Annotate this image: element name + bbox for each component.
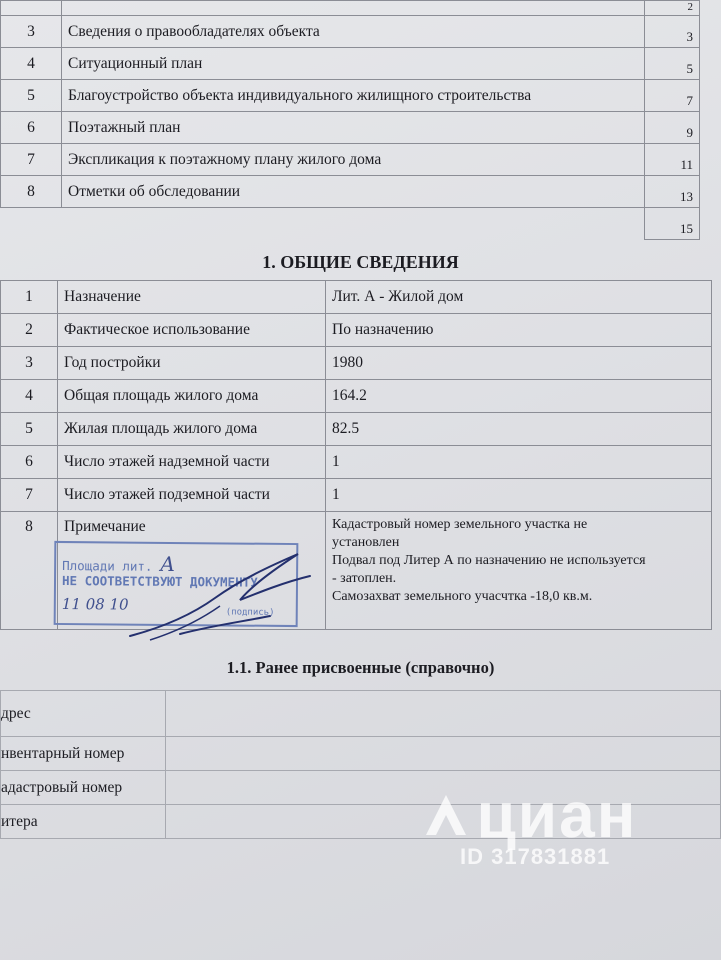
toc-title: Отметки об обследовании bbox=[62, 176, 645, 208]
toc-page: 3 bbox=[645, 16, 700, 48]
toc-num: 8 bbox=[1, 176, 62, 208]
contents-table bbox=[0, 0, 700, 240]
prev-row bbox=[1, 691, 721, 737]
note-line: Подвал под Литер А по назначению не используется bbox=[332, 553, 646, 568]
info-value: По назначению bbox=[326, 314, 712, 347]
info-row bbox=[1, 446, 712, 479]
info-value: 1980 bbox=[326, 347, 712, 380]
toc-row bbox=[1, 48, 700, 80]
toc-row bbox=[1, 16, 700, 48]
toc-page: 13 bbox=[645, 176, 700, 208]
toc-row bbox=[1, 176, 700, 208]
toc-page: 9 bbox=[645, 112, 700, 144]
info-row bbox=[1, 413, 712, 446]
info-value: 1 bbox=[326, 446, 712, 479]
info-label: Жилая площадь жилого дома bbox=[58, 413, 326, 446]
watermark-word: циан bbox=[476, 779, 638, 851]
info-row bbox=[1, 380, 712, 413]
toc-title: Благоустройство объекта индивидуального жилищного строительства bbox=[62, 80, 645, 112]
info-row bbox=[1, 281, 712, 314]
prev-label: итера bbox=[1, 805, 166, 839]
info-num: 1 bbox=[1, 281, 58, 314]
cian-logo-icon bbox=[420, 789, 472, 841]
toc-num: 4 bbox=[1, 48, 62, 80]
toc-title: Поэтажный план bbox=[62, 112, 645, 144]
toc-num: 3 bbox=[1, 16, 62, 48]
toc-num: 5 bbox=[1, 80, 62, 112]
toc-page: 5 bbox=[645, 48, 700, 80]
prev-label: дрес bbox=[1, 691, 166, 737]
section-title-general: 1. ОБЩИЕ СВЕДЕНИЯ bbox=[262, 252, 459, 272]
info-label: Фактическое использование bbox=[58, 314, 326, 347]
watermark-id: ID 317831881 bbox=[460, 844, 611, 869]
info-value: 1 bbox=[326, 479, 712, 512]
info-num: 7 bbox=[1, 479, 58, 512]
prev-value bbox=[166, 737, 721, 771]
signature bbox=[120, 536, 320, 646]
toc-row-top bbox=[1, 1, 700, 16]
info-num: 2 bbox=[1, 314, 58, 347]
toc-page: 15 bbox=[645, 208, 700, 240]
stamp-handwritten-letter: А bbox=[159, 551, 176, 576]
toc-num: 7 bbox=[1, 144, 62, 176]
info-num: 4 bbox=[1, 380, 58, 413]
note-line: Самозахват земельного учасчтка -18,0 кв.м. bbox=[332, 589, 593, 604]
prev-row bbox=[1, 737, 721, 771]
info-num: 5 bbox=[1, 413, 58, 446]
toc-title: Ситуационный план bbox=[62, 48, 645, 80]
note-line: установлен bbox=[332, 535, 400, 550]
stamp-line-1: Площади лит. bbox=[62, 558, 153, 574]
toc-row bbox=[1, 80, 700, 112]
info-row bbox=[1, 347, 712, 380]
prev-label: нвентарный номер bbox=[1, 737, 166, 771]
info-row bbox=[1, 479, 712, 512]
stamp-line-4: (подпись) bbox=[225, 607, 275, 618]
info-value: 82.5 bbox=[326, 413, 712, 446]
stamp-date: 11 08 10 bbox=[61, 595, 129, 614]
toc-page: 2 bbox=[645, 1, 700, 16]
prev-value bbox=[166, 691, 721, 737]
toc-row bbox=[1, 112, 700, 144]
info-label: Назначение bbox=[58, 281, 326, 314]
info-num: 3 bbox=[1, 347, 58, 380]
info-label: Примечание bbox=[58, 512, 326, 630]
info-label: Общая площадь жилого дома bbox=[58, 380, 326, 413]
section-title-previous: 1.1. Ранее присвоенные (справочно) bbox=[226, 658, 495, 677]
note-text bbox=[326, 512, 712, 630]
toc-page: 7 bbox=[645, 80, 700, 112]
watermark bbox=[420, 778, 638, 869]
toc-page: 11 bbox=[645, 144, 700, 176]
info-label: Год постройки bbox=[58, 347, 326, 380]
note-line: - затоплен. bbox=[332, 571, 397, 586]
toc-row bbox=[1, 144, 700, 176]
info-value: 164.2 bbox=[326, 380, 712, 413]
stamp-line-2: НЕ СООТВЕТСТВУЮТ ДОКУМЕНТУ bbox=[61, 573, 258, 590]
toc-title: Экспликация к поэтажному плану жилого дома bbox=[62, 144, 645, 176]
info-label: Число этажей надземной части bbox=[58, 446, 326, 479]
toc-num: 6 bbox=[1, 112, 62, 144]
info-row bbox=[1, 314, 712, 347]
toc-row-last bbox=[1, 208, 700, 240]
info-label: Число этажей подземной части bbox=[58, 479, 326, 512]
info-value: Лит. А - Жилой дом bbox=[326, 281, 712, 314]
toc-title: Сведения о правообладателях объекта bbox=[62, 16, 645, 48]
info-num: 6 bbox=[1, 446, 58, 479]
prev-label: адастровый номер bbox=[1, 771, 166, 805]
note-line: Кадастровый номер земельного участка не bbox=[332, 517, 588, 532]
info-num: 8 bbox=[1, 512, 58, 630]
